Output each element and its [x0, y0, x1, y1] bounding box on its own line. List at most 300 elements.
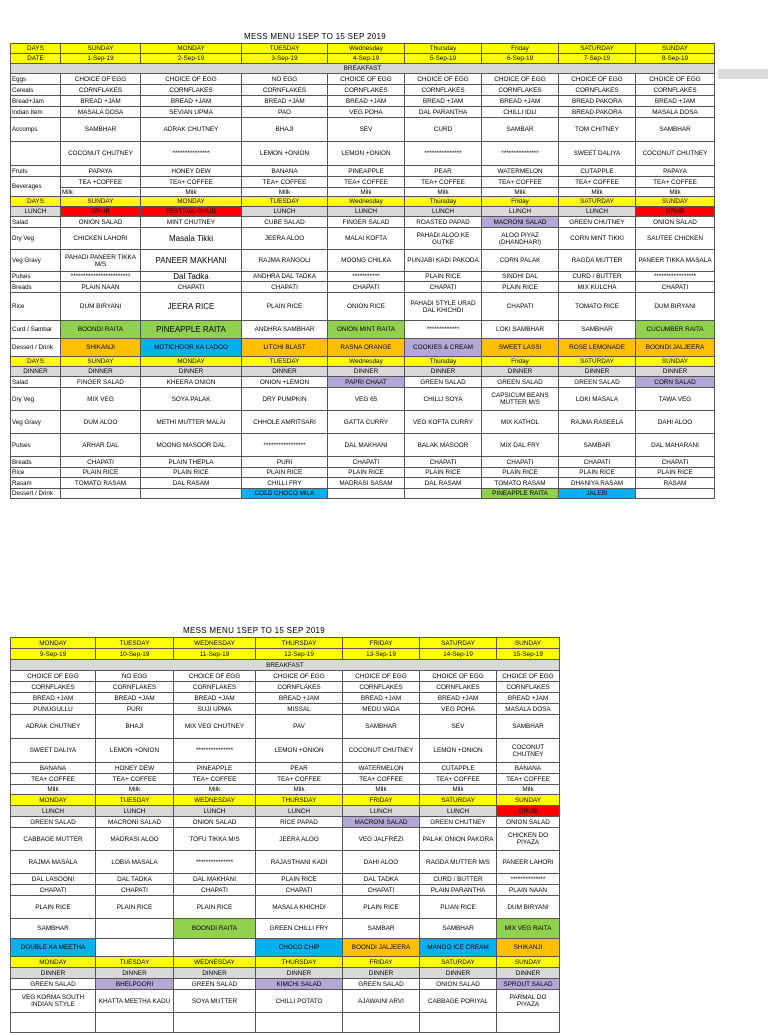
menu-row [11, 649, 560, 660]
menu-row [11, 739, 560, 763]
menu-cell: Milk [11, 785, 96, 795]
menu-cell: RASAM [636, 478, 715, 489]
menu-row [11, 795, 560, 806]
menu-cell: WEDNESDAY [174, 957, 256, 968]
menu-cell: CORNFLAKES [61, 85, 141, 96]
menu-row [11, 468, 715, 478]
menu-cell: 8-Sep-19 [636, 54, 715, 64]
menu-cell: CHILLI FRY [242, 478, 328, 489]
menu-cell: GREEN SALAD [11, 817, 96, 828]
menu-cell: PLAIN NAAN [497, 885, 560, 896]
menu-cell: SAMBAR [559, 434, 636, 457]
menu-cell: LEMON +ONION [328, 142, 405, 166]
menu-cell: Rice [11, 293, 61, 321]
menu-cell: LUNCH [559, 207, 636, 217]
menu-cell: ONION SALAD [420, 979, 497, 990]
menu-cell: TUESDAY [242, 197, 328, 207]
menu-cell: LEMON +ONION [256, 739, 343, 763]
menu-cell: GRUB [636, 207, 715, 217]
menu-cell: CORNFLAKES [420, 682, 497, 693]
menu-cell: CORN SALAD [636, 377, 715, 388]
menu-cell: BREAD +JAM [420, 693, 497, 704]
menu-cell: LUNCH [343, 806, 420, 817]
menu-cell: MASALA KHICHDI [256, 896, 343, 919]
menu-row [11, 682, 560, 693]
menu-cell: CORNFLAKES [96, 682, 174, 693]
menu-cell: 13-Sep-19 [343, 649, 420, 660]
menu-cell: SAMBAR [482, 118, 559, 142]
menu-cell: GREEN SALAD [559, 377, 636, 388]
menu-cell: MONDAY [141, 44, 242, 54]
menu-cell: FRIDAY [343, 795, 420, 806]
menu-cell: Milk [636, 188, 715, 197]
menu-cell: SUNDAY [636, 357, 715, 367]
menu-cell: DINNER [11, 367, 61, 377]
menu-cell: TEA+ COFFEE [636, 177, 715, 188]
menu-cell: SUNDAY [497, 795, 560, 806]
menu-cell: Milk [174, 785, 256, 795]
menu-row [11, 763, 560, 774]
menu-cell: DINNER [328, 367, 405, 377]
menu-cell: DRY PUMPKIN [242, 388, 328, 411]
menu-row [11, 118, 715, 142]
menu-cell: CHICKEN LAHORI [61, 228, 141, 250]
menu-cell: CHOICE OF EGG [328, 74, 405, 85]
menu-cell: PLAIN RICE [174, 896, 256, 919]
menu-cell: MIX VEG RAITA [497, 919, 560, 939]
menu-row [11, 968, 560, 979]
menu-cell: BOONDI JALJEERA [636, 339, 715, 357]
menu-cell: PLAIN RICE [405, 272, 482, 282]
menu-cell: Thursday [405, 197, 482, 207]
menu-cell: GREEN SALAD [405, 377, 482, 388]
menu-cell: WEDNESDAY [174, 795, 256, 806]
menu-cell: BREAD +JAM [11, 693, 96, 704]
menu-cell: LUNCH [328, 207, 405, 217]
menu-cell: AJAWAINI ARVI [343, 990, 420, 1013]
menu-row [11, 388, 715, 411]
menu-cell [420, 1013, 497, 1033]
menu-cell [174, 939, 256, 957]
menu-cell: TOM CHITNEY [559, 118, 636, 142]
menu-cell: PINEAPPLE RAITA [482, 489, 559, 499]
menu-cell: TOFU TIKKA M/S [174, 828, 256, 851]
menu-cell: PLAIN RICE [242, 293, 328, 321]
menu-cell: TOMATO RASAM [482, 478, 559, 489]
menu-row [11, 704, 560, 715]
menu-cell: BHAJI [96, 715, 174, 739]
menu-cell: PAO [242, 107, 328, 118]
menu-cell: SATURDAY [559, 357, 636, 367]
menu-cell: SWEET LASSI [482, 339, 559, 357]
menu-cell [96, 1013, 174, 1033]
menu-cell: Milk [343, 785, 420, 795]
menu-cell: Milk [420, 785, 497, 795]
menu-cell: CORNFLAKES [343, 682, 420, 693]
menu-cell: BREAD PAKORA [559, 96, 636, 107]
menu-cell: CHAPATI [405, 282, 482, 293]
menu-cell: Friday [482, 44, 559, 54]
menu-cell: DHANIYA RASAM [559, 478, 636, 489]
menu-cell: VEG JALFREZI [343, 828, 420, 851]
menu-cell: DAYS [11, 44, 61, 54]
menu-cell: 5-Sep-19 [405, 54, 482, 64]
menu-cell: FINGER SALAD [61, 377, 141, 388]
menu-cell: ARHAR DAL [61, 434, 141, 457]
menu-cell: DAL MAKHANI [174, 874, 256, 885]
menu-cell: 10-Sep-19 [96, 649, 174, 660]
menu-cell: CUCUMBER RAITA [636, 321, 715, 339]
menu-cell: CHOICE OF EGG [420, 671, 497, 682]
menu-cell: CURD [405, 118, 482, 142]
menu-cell: Indian Item [11, 107, 61, 118]
menu-cell: CHAPATI [636, 457, 715, 468]
menu-row [11, 990, 560, 1013]
menu-cell: MIX DAL FRY [482, 434, 559, 457]
menu-cell: SAMBHAR [11, 919, 96, 939]
menu-cell: WEDNESDAY [174, 638, 256, 649]
menu-cell: CORNFLAKES [11, 682, 96, 693]
menu-cell: CABBAGE PORIYAL [420, 990, 497, 1013]
menu-cell: TEA+ COFFEE [405, 177, 482, 188]
menu-cell: THURSDAY [256, 638, 343, 649]
menu-cell: RICE PAPAD [256, 817, 343, 828]
menu-cell: CORN MINT TIKKI [559, 228, 636, 250]
menu-cell: Thursday [405, 44, 482, 54]
menu-cell: SINDHI DAL [482, 272, 559, 282]
menu-row [11, 457, 715, 468]
menu-cell: LEMON +ONION [420, 739, 497, 763]
menu-cell: COOKIES & CREAM [405, 339, 482, 357]
menu-cell: MONDAY [11, 795, 96, 806]
menu-cell: JEERA RICE [141, 293, 242, 321]
menu-cell: PURI [96, 704, 174, 715]
menu-cell: METHI MUTTER MALAI [141, 411, 242, 434]
menu-cell: JEERA ALOO [256, 828, 343, 851]
menu-cell: MONDAY [141, 197, 242, 207]
menu-cell: Milk [256, 785, 343, 795]
menu-cell: LUNCH [482, 207, 559, 217]
menu-cell: DINNER [343, 968, 420, 979]
menu-cell: ADRAK CHUTNEY [141, 118, 242, 142]
menu-cell: GATTA CURRY [328, 411, 405, 434]
menu-row [11, 411, 715, 434]
menu-cell: DAL RASAM [141, 478, 242, 489]
menu-cell: HONEY DEW [141, 166, 242, 177]
menu-cell: ONION SALAD [497, 817, 560, 828]
menu-cell: DAL RASAM [405, 478, 482, 489]
menu-cell: Milk [497, 785, 560, 795]
menu-cell: LUNCH [96, 806, 174, 817]
menu-cell: VEG POHA [420, 704, 497, 715]
menu-cell [497, 1013, 560, 1033]
menu-cell: PLAIN RICE [11, 896, 96, 919]
menu-row [11, 377, 715, 388]
menu-cell: CHILLI POTATO [256, 990, 343, 1013]
menu-cell: DUM BIRYANI [497, 896, 560, 919]
menu-cell: GREEN SALAD [343, 979, 420, 990]
menu-cell: Wednesday [328, 197, 405, 207]
menu-cell: *************** [141, 142, 242, 166]
menu-cell: TEA+ COFFEE [242, 177, 328, 188]
menu-cell: LOKI MASALA [559, 388, 636, 411]
menu-cell: PLAIN RICE [482, 282, 559, 293]
menu-cell: SATURDAY [420, 795, 497, 806]
menu-cell: SHIKANJI [61, 339, 141, 357]
menu-cell: CHOICE OF EGG [141, 74, 242, 85]
menu-cell: PAPAYA [61, 166, 141, 177]
menu-cell: CORNFLAKES [497, 682, 560, 693]
menu-cell: BREAD +JAM [174, 693, 256, 704]
menu-cell: LITCHI BLAST [242, 339, 328, 357]
menu-cell: CHAPATI [328, 457, 405, 468]
menu-row [11, 885, 560, 896]
menu-table-2 [10, 637, 560, 1033]
menu-cell: DUM ALOO [61, 411, 141, 434]
menu-cell: SUNDAY [497, 638, 560, 649]
menu-cell: ONION MINT RAITA [328, 321, 405, 339]
menu-cell: Eggs [11, 74, 61, 85]
menu-cell [96, 919, 174, 939]
menu-cell: GREEN CHILLI FRY [256, 919, 343, 939]
menu-cell: Milk [482, 188, 559, 197]
menu-row [11, 939, 560, 957]
menu-cell: Wednesday [328, 357, 405, 367]
menu-cell: Pulses [11, 272, 61, 282]
menu-cell: GREEN SALAD [174, 979, 256, 990]
menu-row [11, 142, 715, 166]
menu-cell: Milk [405, 188, 482, 197]
menu-cell: KHATTA MEETHA KADU [96, 990, 174, 1013]
menu-row [11, 96, 715, 107]
menu-cell: PARMAL DO PIYAZA [497, 990, 560, 1013]
menu-cell: CHAPATI [242, 282, 328, 293]
menu-cell: SHIKANJI [497, 939, 560, 957]
menu-row [11, 979, 560, 990]
menu-cell: RAJMA RASEELA [559, 411, 636, 434]
menu-cell: 12-Sep-19 [256, 649, 343, 660]
menu-cell: *************** [405, 142, 482, 166]
menu-cell: TEA+ COFFEE [482, 177, 559, 188]
menu-cell: Rice [11, 468, 61, 478]
menu-cell: DAL MAKHANI [328, 434, 405, 457]
menu-cell: 11-Sep-19 [174, 649, 256, 660]
menu-cell: CUTAPPLE [559, 166, 636, 177]
menu-cell: Milk [61, 188, 141, 197]
menu-cell: SAMBHAR [497, 715, 560, 739]
menu-cell: SAMBAR [343, 919, 420, 939]
menu-cell: TEA+ COFFEE [559, 177, 636, 188]
menu-cell: TEA+ COFFEE [174, 774, 256, 785]
menu-cell: TEA+ COFFEE [11, 774, 96, 785]
menu-cell: COCONUT CHUTNEY [497, 739, 560, 763]
menu-row [11, 207, 715, 217]
menu-cell [61, 489, 141, 499]
menu-cell: Curd / Sambar [11, 321, 61, 339]
page-divider [718, 69, 768, 79]
menu-cell: CORNFLAKES [242, 85, 328, 96]
menu-row [11, 785, 560, 795]
menu-cell: SWEET DALIYA [559, 142, 636, 166]
menu-cell: Friday [482, 197, 559, 207]
menu-cell: BANANA [242, 166, 328, 177]
menu-cell: LUNCH [420, 806, 497, 817]
menu-cell: CHAPATI [482, 457, 559, 468]
menu-cell: Milk [141, 188, 242, 197]
menu-cell: DAHI ALOO [636, 411, 715, 434]
menu-cell: PANEER TIKKA MASALA [636, 250, 715, 272]
menu-cell: DAL PARANTHA [405, 107, 482, 118]
menu-cell: DINNER [482, 367, 559, 377]
menu-cell: DAYS [11, 197, 61, 207]
menu-cell: SOYA PALAK [141, 388, 242, 411]
menu-cell: SAMBHAR [559, 321, 636, 339]
menu-cell: TUESDAY [96, 795, 174, 806]
menu-cell: *************** [174, 739, 256, 763]
menu-cell: MASALA DOSA [497, 704, 560, 715]
menu-row [11, 896, 560, 919]
menu-cell: MADRASI SASAM [328, 478, 405, 489]
menu-row [11, 107, 715, 118]
menu-cell: BREAD +JAM [482, 96, 559, 107]
menu-cell: TUESDAY [96, 638, 174, 649]
menu-cell: TEA+ COFFEE [141, 177, 242, 188]
menu-row [11, 197, 715, 207]
menu-cell: LEMON +ONION [242, 142, 328, 166]
menu-cell: SAMBHAR [343, 715, 420, 739]
menu-cell: BALAK MASOOR [405, 434, 482, 457]
menu-cell: DAL LASOONI [11, 874, 96, 885]
menu-row [11, 44, 715, 54]
menu-cell: CORNFLAKES [482, 85, 559, 96]
menu-cell: PLAIN RICE [343, 896, 420, 919]
menu-cell: ***************** [242, 434, 328, 457]
menu-cell: TOMATO RASAM [61, 478, 141, 489]
menu-cell: BOONDI RAITA [61, 321, 141, 339]
menu-cell: WATERMELON [482, 166, 559, 177]
menu-cell: KIMCHI SALAD [256, 979, 343, 990]
menu-cell: BREAKFAST [11, 660, 560, 671]
menu-cell: CHOICE OF EGG [497, 671, 560, 682]
menu-cell: ONION SALAD [636, 217, 715, 228]
menu-cell: MASALA DOSA [61, 107, 141, 118]
menu-cell: MIX KATHOL [482, 411, 559, 434]
menu-cell: 7-Sep-19 [559, 54, 636, 64]
menu-cell: NO EGG [96, 671, 174, 682]
menu-cell: CORNFLAKES [174, 682, 256, 693]
menu-cell: Wednesday [328, 44, 405, 54]
menu-title-2: MESS MENU 1SEP TO 15 SEP 2019 [183, 626, 325, 635]
menu-row [11, 54, 715, 64]
menu-cell: ONION +LEMON [242, 377, 328, 388]
menu-cell: Milk [559, 188, 636, 197]
menu-cell: MACRONI SALAD [343, 817, 420, 828]
menu-cell: DINNER [636, 367, 715, 377]
menu-cell: PINEAPPLE [174, 763, 256, 774]
menu-cell: LUNCH [11, 207, 61, 217]
menu-cell: MIX KULCHA [559, 282, 636, 293]
menu-cell: Fruits [11, 166, 61, 177]
menu-cell: SUJI UPMA [174, 704, 256, 715]
menu-cell: CHOICE OF EGG [559, 74, 636, 85]
menu-cell: CURD / BUTTER [559, 272, 636, 282]
menu-cell [328, 489, 405, 499]
menu-cell: SAMBHAR [420, 919, 497, 939]
menu-cell: BREAD +JAM [256, 693, 343, 704]
menu-row [11, 693, 560, 704]
menu-cell: PEAR [405, 166, 482, 177]
menu-row [11, 851, 560, 874]
menu-cell: FESTIVAL GRUB [141, 207, 242, 217]
menu-cell: CHOICE OF EGG [174, 671, 256, 682]
menu-cell: Beverages [11, 177, 61, 197]
menu-cell: JALEBI [559, 489, 636, 499]
menu-cell: PAPRI CHAAT [328, 377, 405, 388]
menu-cell: RAJMA MASALA [11, 851, 96, 874]
menu-cell: LUNCH [174, 806, 256, 817]
menu-cell: CORNFLAKES [328, 85, 405, 96]
menu-cell: RAGDA MUTTER M/S [420, 851, 497, 874]
menu-cell: DINNER [96, 968, 174, 979]
menu-cell [256, 1013, 343, 1033]
menu-cell: RAJASTHANI KADI [256, 851, 343, 874]
menu-cell: LOKI SAMBHAR [482, 321, 559, 339]
menu-cell: *********** [328, 272, 405, 282]
menu-cell: GREEN SALAD [11, 979, 96, 990]
menu-cell: LUNCH [11, 806, 96, 817]
menu-cell: PLAIN RICE [242, 468, 328, 478]
menu-cell: TEA+ COFFEE [497, 774, 560, 785]
menu-row [11, 638, 560, 649]
menu-cell: PEAR [256, 763, 343, 774]
menu-row [11, 489, 715, 499]
menu-cell: FRIDAY [343, 638, 420, 649]
menu-cell: PLAIN NAAN [61, 282, 141, 293]
menu-row [11, 272, 715, 282]
menu-cell: MONDAY [11, 638, 96, 649]
menu-cell: BREAD +JAM [343, 693, 420, 704]
menu-cell: DUM BIRYANI [61, 293, 141, 321]
menu-row [11, 434, 715, 457]
menu-cell: Veg Gravy [11, 411, 61, 434]
menu-row [11, 715, 560, 739]
menu-cell: LOBIA MASALA [96, 851, 174, 874]
menu-cell: PANEER MAKHANI [141, 250, 242, 272]
menu-cell: Breads [11, 282, 61, 293]
menu-cell: LUNCH [256, 806, 343, 817]
menu-cell: GRUB [61, 207, 141, 217]
menu-cell: BOONDI JALJEERA [343, 939, 420, 957]
menu-cell [11, 142, 61, 166]
menu-cell [96, 939, 174, 957]
menu-cell: Dry Veg [11, 228, 61, 250]
menu-cell: 3-Sep-19 [242, 54, 328, 64]
menu-cell: DINNER [174, 968, 256, 979]
menu-cell: PURI [242, 457, 328, 468]
menu-row [11, 806, 560, 817]
menu-cell: BREAD PAKORA [559, 107, 636, 118]
menu-cell: CHOCO CHIP [256, 939, 343, 957]
menu-cell: PLAIN RICE [256, 874, 343, 885]
menu-cell: SEVIAN UPMA [141, 107, 242, 118]
menu-cell: PLAIN RICE [328, 468, 405, 478]
menu-cell: MADRASI ALOO [96, 828, 174, 851]
menu-cell: CHAPATI [61, 457, 141, 468]
menu-cell: CHAPATI [343, 885, 420, 896]
menu-cell: ************* [405, 321, 482, 339]
menu-row [11, 228, 715, 250]
menu-cell: CHAPATI [636, 282, 715, 293]
